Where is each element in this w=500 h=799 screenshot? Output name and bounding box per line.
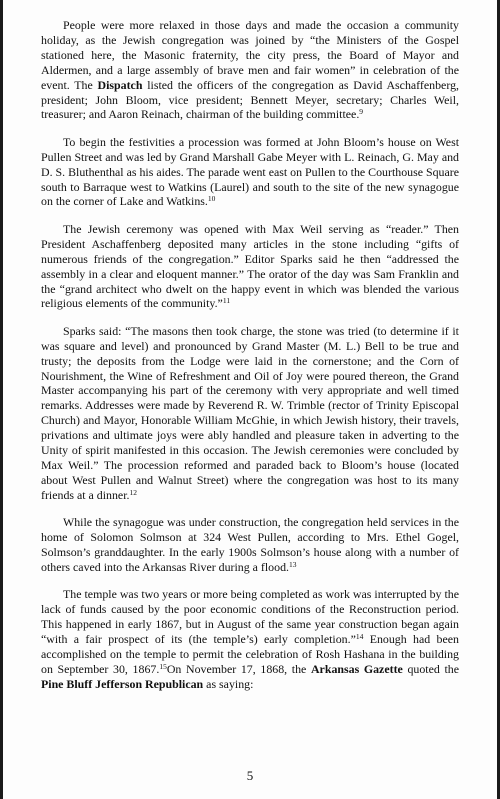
footnote-ref: 9 [359, 107, 364, 117]
page-number: 5 [246, 768, 254, 783]
paragraph [41, 222, 459, 311]
text-segment: The Jewish ceremony was opened with Max Weil serving as “reader.” Then President Aschaffenberg deposited many articles in the stone including “gifts of numerous friends of the congregation.” Editor Sparks said he then “addressed the assembly in a clear and eloquent manner.” The orator of the day was Sam Franklin and the “grand architect who dwelt on the happy event in which was blended the various religious elements of the community.” [41, 221, 459, 311]
paragraph [41, 135, 459, 210]
text-segment: Sparks said: “The masons then took charge, the stone was tried (to determine if it was square and level) and pronounced by Grand Master (M. L.) Bell to be true and trusty; the deposits from the Lodge were laid in the cornerstone; and the Corn of Nourishment, the Wine of Refreshment and Oil of Joy were poured thereon, the Grand Master accompanying his part of the ceremony with very appropriate and well timed remarks. Addresses were made by Reverend R. W. Trimble (rector of Trinity Episcopal Church) and Mayor, Honorable William McGhie, in which Jewish history, their travels, privations and ultimate joys were ably handled and pleasure taken in adverting to the Unity of spirit manifested in this occasion. The Jewish ceremonies were concluded by Max Weil.” The procession reformed and paraded back to Bloom’s house (located about West Pullen and Walnut Street) where the congregation was host to its many friends at a dinner. [41, 323, 459, 502]
newspaper-title: Pine Bluff Jefferson Republican [41, 676, 204, 691]
footnote-ref: 13 [289, 559, 297, 569]
paragraph [41, 587, 459, 691]
text-segment: listed the officers of the congregation as David Aschaffenberg, president; John Bloom, vice president; Bennett Meyer, secretary; Charles Weil, treasurer; and Aaron Reinach, chairman of the building committee. [41, 77, 459, 122]
footnote-ref: 15 [159, 661, 167, 671]
text-segment: Enough had been accomplished on the temple to permit the celebration of Rosh Hashana in the building on September 30, 1867. [41, 632, 459, 676]
footnote-ref: 14 [355, 632, 364, 642]
body-text [41, 18, 459, 704]
newspaper-title: Dispatch [97, 77, 143, 92]
footnote-ref: 10 [207, 194, 216, 204]
paragraph [41, 18, 459, 122]
paragraph [41, 515, 459, 575]
text-segment: as saying: [203, 676, 254, 691]
paragraph [41, 324, 459, 503]
newspaper-title: Arkansas Gazette [310, 661, 403, 676]
text-segment: The temple was two years or more being completed as work was interrupted by the lack of funds caused by the poor economic conditions of the Reconstruction period. This happened in early 1867, but in August of the same year construction began again “with a fair prospect of its (the temple’s) early completion.” [41, 587, 459, 647]
text-segment: While the synagogue was under construction, the congregation held services in the home of Solomon Solmson at 324 West Pullen, according to Mrs. Ethel Gogel, Solmson’s granddaughter. In the early 1900s Solmson’s house along with a number of others caved into the Arkansas River during a flood. [41, 515, 459, 574]
footnote-ref: 12 [129, 487, 137, 497]
text-segment: People were more relaxed in those days and made the occasion a community holiday, as the Jewish congregation was joined by “the Ministers of the Gospel stationed here, the Masonic fraternity, the city press, the Board of Mayor and Aldermen, and a large assembly of brave men and fair women” in celebration of the event. The [41, 18, 459, 92]
text-segment: On November 17, 1868, the [166, 661, 311, 676]
text-segment: To begin the festivities a procession was formed at John Bloom’s house on West Pullen Street and was led by Grand Marshall Gabe Meyer with L. Reinach, G. May and D. S. Bluthenthal as his aides. The parade went east on Pullen to the Courthouse Square south to Barraque west to Watkins (Laurel) and south to the site of the new synagogue on the corner of Lake and Watkins. [41, 134, 459, 209]
text-segment: quoted the [402, 661, 460, 676]
footnote-ref: 11 [222, 296, 231, 306]
